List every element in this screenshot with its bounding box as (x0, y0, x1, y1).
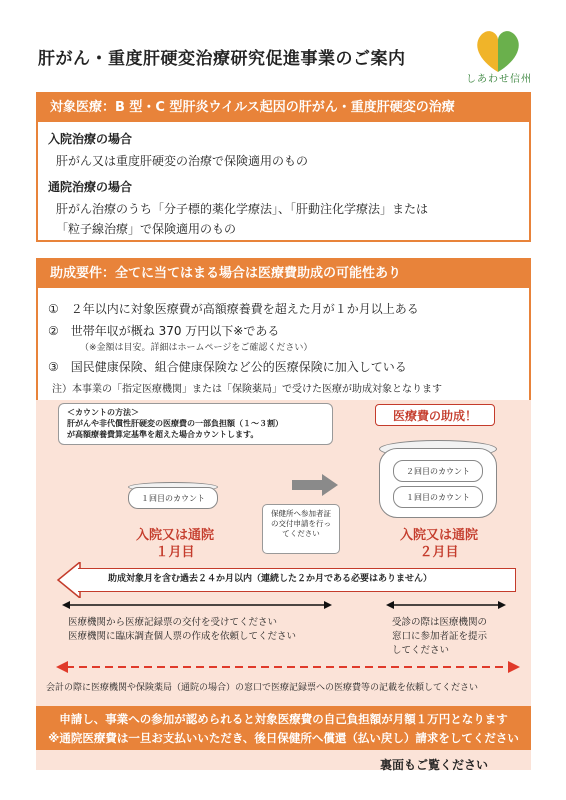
left-instruction-2: 医療機関に臨床調査個人票の作成を依頼してください (68, 631, 297, 642)
back-page-note: 裏面もご覧ください (380, 758, 489, 772)
dashed-range-arrow-icon (56, 660, 520, 674)
subsidy-badge: 医療費の助成！ (375, 404, 495, 426)
payment-note: 会計の際に医療機関や保険薬局（通院の場合）の窓口で医療記録票への医療費等の記載を依頼してください (46, 683, 479, 693)
logo-caption: しあわせ信州 (466, 74, 532, 85)
requirements-box (36, 258, 531, 400)
right-instruction-3: してください (392, 645, 450, 656)
progress-arrow-icon (292, 474, 338, 496)
inpatient-heading: 入院治療の場合 (48, 132, 133, 146)
month-2-label (384, 527, 494, 561)
page-title: 肝がん・重度肝硬変治療研究促進事業のご案内 (38, 49, 406, 69)
right-instruction-1: 受診の際は医療機関の (392, 617, 488, 628)
inpatient-text: 肝がん又は重度肝硬変の治療で保険適用のもの (56, 154, 309, 168)
requirement-1: ① ２年以内に対象医療費が高額療養費を超えた月が１か月以上ある (48, 302, 419, 316)
month-1-label (120, 527, 230, 561)
count-method-line-2: が高額療養費算定基準を超えた場合カウントします。 (67, 430, 259, 439)
month-2-line-2: ２月目 (419, 545, 459, 560)
count-method-line-1: 肝がんや非代償性肝硬変の医療費の一部負担額（１～３割） (67, 419, 283, 428)
requirement-3: ③ 国民健康保険、組合健康保険など公的医療保険に加入している (48, 360, 407, 374)
summary-line-2: ※通院医療費は一旦お支払いいただき、後日保健所へ償還（払い戻し）請求をしてください (48, 731, 519, 745)
left-instruction-1: 医療機関から医療記録票の交付を受けてください (68, 617, 278, 628)
application-callout: 保健所へ参加者証の交付申請を行ってください (262, 504, 340, 554)
target-treatment-box (36, 92, 531, 242)
outpatient-heading: 通院治療の場合 (48, 180, 133, 194)
first-count-cylinder-2: １回目のカウント (393, 486, 483, 508)
right-instruction-2: 窓口に参加者証を提示 (392, 631, 488, 642)
designated-note: 注）本事業の「指定医療機関」または「保険薬局」で受けた医療が助成対象となります (52, 384, 442, 395)
right-range-arrow-icon (386, 600, 506, 610)
target-treatment-header: 対象医療：B 型・C 型肝炎ウイルス起因の肝がん・重度肝硬変の治療 (38, 94, 529, 122)
month-1-line-1: 入院又は通院 (135, 528, 214, 543)
requirement-2-note: （※金額は目安。詳細はホームページをご確認ください） (80, 343, 313, 353)
outpatient-text-2: 「粒子線治療」で保険適用のもの (56, 222, 237, 236)
period-bar: 助成対象月を含む過去２４か月以内（連続した２か月である必要はありません） (78, 568, 516, 592)
first-count-cylinder: １回目のカウント (128, 487, 218, 509)
requirement-2: ② 世帯年収が概ね 370 万円以下※である (48, 324, 280, 338)
month-1-line-2: １月目 (155, 545, 195, 560)
second-count-cylinder: ２回目のカウント (393, 460, 483, 482)
count-method-title: ＜カウントの方法＞ (67, 408, 139, 417)
count-method-box (58, 403, 333, 445)
month-2-line-1: 入院又は通院 (399, 528, 478, 543)
summary-banner (36, 706, 531, 750)
outpatient-text-1: 肝がん治療のうち「分子標的薬化学療法」、「肝動注化学療法」または (56, 202, 429, 216)
requirements-header: 助成要件：全てに当てはまる場合は医療費助成の可能性あり (38, 260, 529, 288)
left-range-arrow-icon (62, 600, 332, 610)
summary-line-1: 申請し、事業への参加が認められると対象医療費の自己負担額が月額１万円となります (59, 712, 508, 726)
